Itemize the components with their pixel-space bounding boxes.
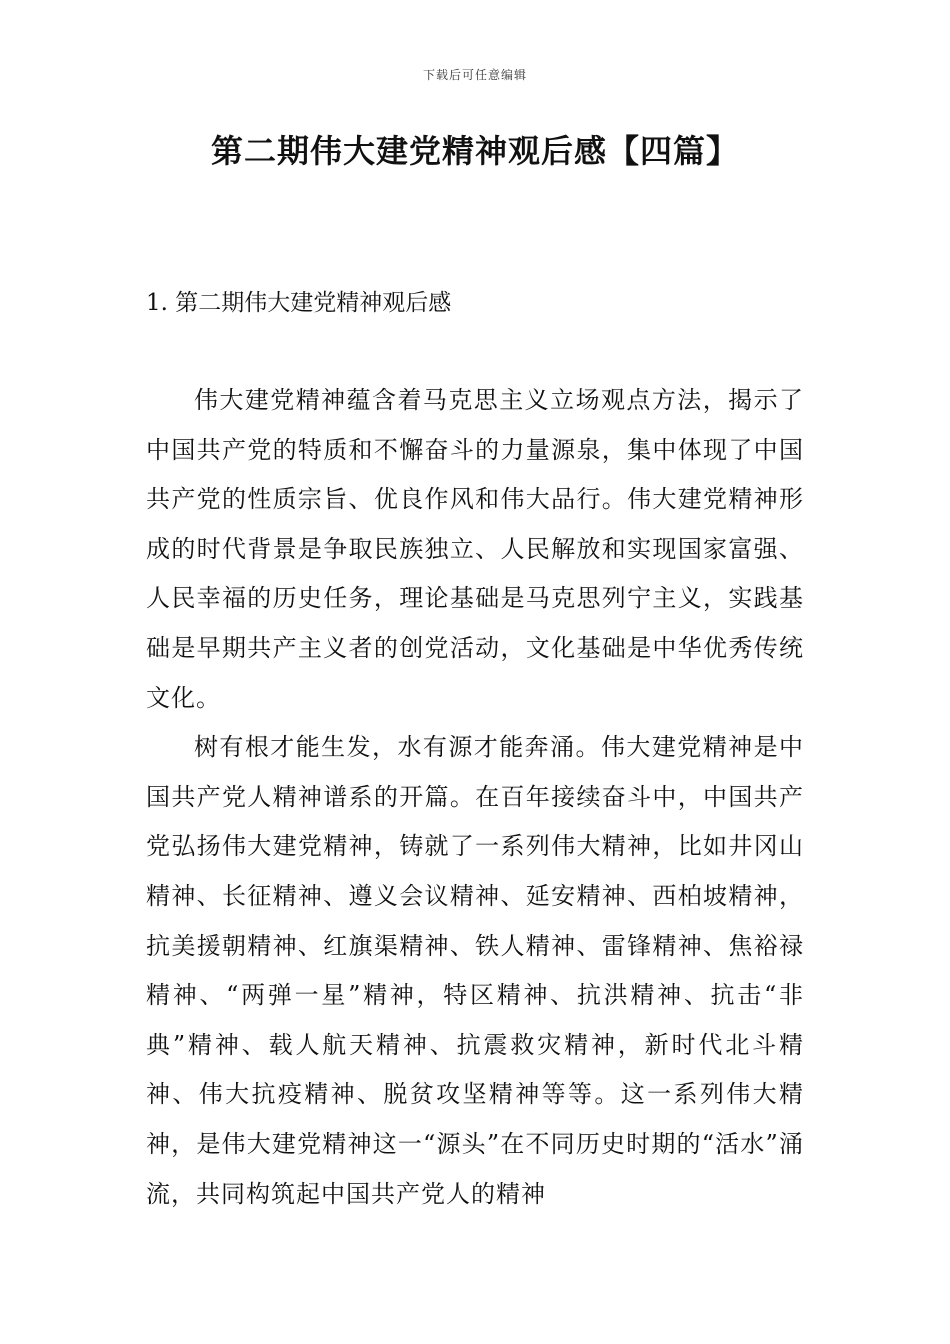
document-title: 第二期伟大建党精神观后感【四篇】 xyxy=(210,132,739,170)
body-text xyxy=(146,376,804,1219)
header-note: 下载后可任意编辑 xyxy=(422,68,527,82)
paragraph-1: 伟大建党精神蕴含着马克思主义立场观点方法，揭示了中国共产党的特质和不懈奋斗的力量源泉，集中体现了中国共产党的性质宗旨、优良作风和伟大品行。伟大建党精神形成的时代背景是争取民族独立、人民解放和实现国家富强、人民幸福的历史任务，理论基础是马克思列宁主义，实践基础是早期共产主义者的创党活动，文化基础是中华优秀传统文化。 xyxy=(146,386,804,712)
section-heading: 1. 第二期伟大建党精神观后感 xyxy=(146,290,452,316)
paragraph-2: 树有根才能生发，水有源才能奔涌。伟大建党精神是中国共产党人精神谱系的开篇。在百年接续奋斗中，中国共产党弘扬伟大建党精神，铸就了一系列伟大精神，比如井冈山精神、长征精神、遵义会议精神、延安精神、西柏坡精神，抗美援朝精神、红旗渠精神、铁人精神、雷锋精神、焦裕禄精神、“两弹一星”精神，特区精神、抗洪精神、抗击“非典”精神、载人航天精神、抗震救灾精神，新时代北斗精神、伟大抗疫精神、脱贫攻坚精神等等。这一系列伟大精神，是伟大建党精神这一“源头”在不同历史时期的“活水”涌流，共同构筑起中国共产党人的精神 xyxy=(146,733,804,1208)
